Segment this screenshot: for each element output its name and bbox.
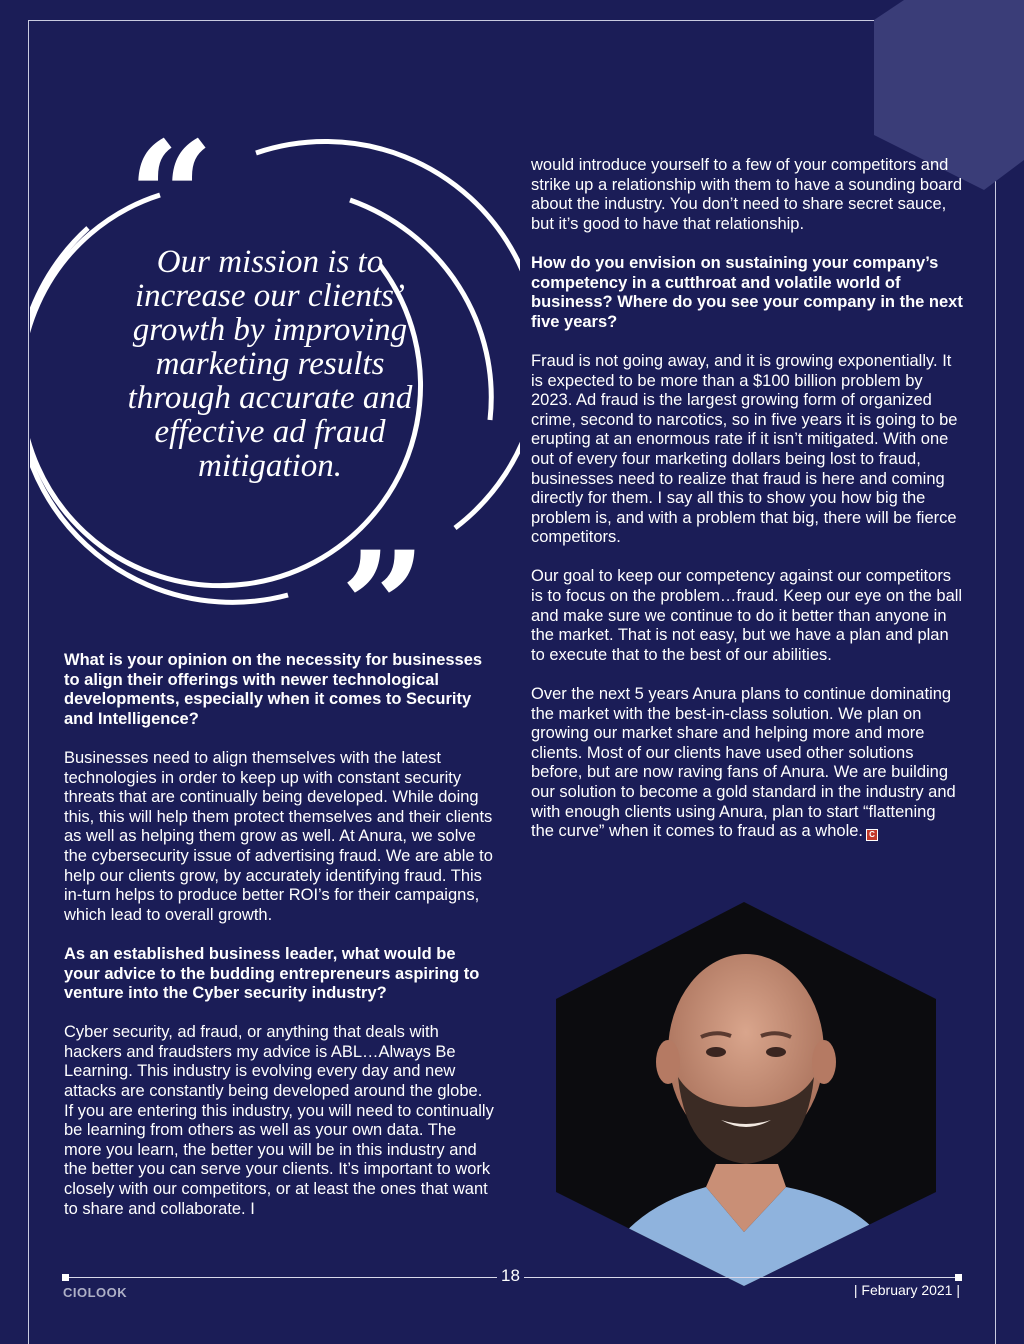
portrait-photo <box>556 902 936 1286</box>
question-2: As an established business leader, what would be your advice to the budding entrepreneurs aspiring to venture into the Cyber security industry? <box>64 944 480 1003</box>
page-number: 18 <box>497 1266 524 1286</box>
quote-text: Our mission is to increase our clients’ growth by improving marketing results through accurate and effective ad fraud mitigation. <box>127 244 413 484</box>
brand-logo: CIOLOOK <box>63 1285 128 1300</box>
footer-rule-end-left <box>62 1274 69 1281</box>
open-quote-mark-icon: “ <box>128 109 215 285</box>
answer-3-paragraph-3 <box>531 685 963 842</box>
answer-2: Cyber security, ad fraud, or anything that deals with hackers and fraudsters my advice is ABL…Always Be Learning. This industry is evolving every day and new attacks are constantly being developed around the globe. If you are entering this industry, you will need to continually be learning from others as well as your own data. The more you learn, the better you will be in this industry and the better you can serve your clients. It’s important to work closely with our competitors, or at least the ones that want to share and collaborate. I <box>64 1023 494 1218</box>
answer-2-continued: would introduce yourself to a few of your competitors and strike up a relationship with them to have a sounding board about the industry. You don’t need to share secret sauce, but it’s good to have that relationship. <box>531 156 963 233</box>
close-quote-mark-icon: ” <box>340 519 427 695</box>
issue-date: | February 2021 | <box>853 1282 960 1298</box>
answer-3-paragraph-3-text: Over the next 5 years Anura plans to continue dominating the market with the best-in-class solution. We plan on growing our market share and helping more and more clients. Most of our clients have used other solutions before, but are now raving fans of Anura. We are building our solution to become a gold standard in the industry and with enough clients using Anura, plan to start “flattening the curve” when it comes to fraud as a whole. <box>531 685 956 841</box>
end-mark-icon: C <box>866 829 878 841</box>
answer-3-paragraph-1: Fraud is not going away, and it is growing exponentially. It is expected to be more than a $100 billion problem by 2023. Ad fraud is the largest growing form of organized crime, second to narcotics, so in five years it is going to be erupting at an enormous rate if it isn’t mitigated. With one out of every four marketing dollars being lost to fraud, businesses need to realize that fraud is here and coming directly for them. I say all this to show you how big the problem is, and with a problem that big, there will be fierce competitors. <box>531 351 958 547</box>
footer-rule-end-right <box>955 1274 962 1281</box>
answer-3-paragraph-2: Our goal to keep our competency against our competitors is to focus on the problem…fraud. Keep our eye on the ball and make sure we continue to do it better than anyone in the market. That is not easy, but we have a plan and plan to execute that to the best of our abilities. <box>531 567 963 664</box>
question-1: What is your opinion on the necessity for businesses to align their offerings with newer technological developments, especially when it comes to Security and Intelligence? <box>64 651 483 728</box>
question-3: How do you envision on sustaining your company’s competency in a cutthroat and volatile world of business? Where do you see your company in the next five years? <box>531 253 963 331</box>
left-column <box>64 651 494 1239</box>
right-column <box>531 156 963 861</box>
answer-1: Businesses need to align themselves with the latest technologies in order to keep up with constant security threats that are continually being developed. While doing this, this will help them protect themselves and their clients as well as helping them grow as well. At Anura, we solve the cybersecurity issue of advertising fraud. We are able to help our clients grow, by accurately identifying fraud. This in-turn helps to produce better ROI’s for their campaigns, which lead to overall growth. <box>64 748 493 924</box>
